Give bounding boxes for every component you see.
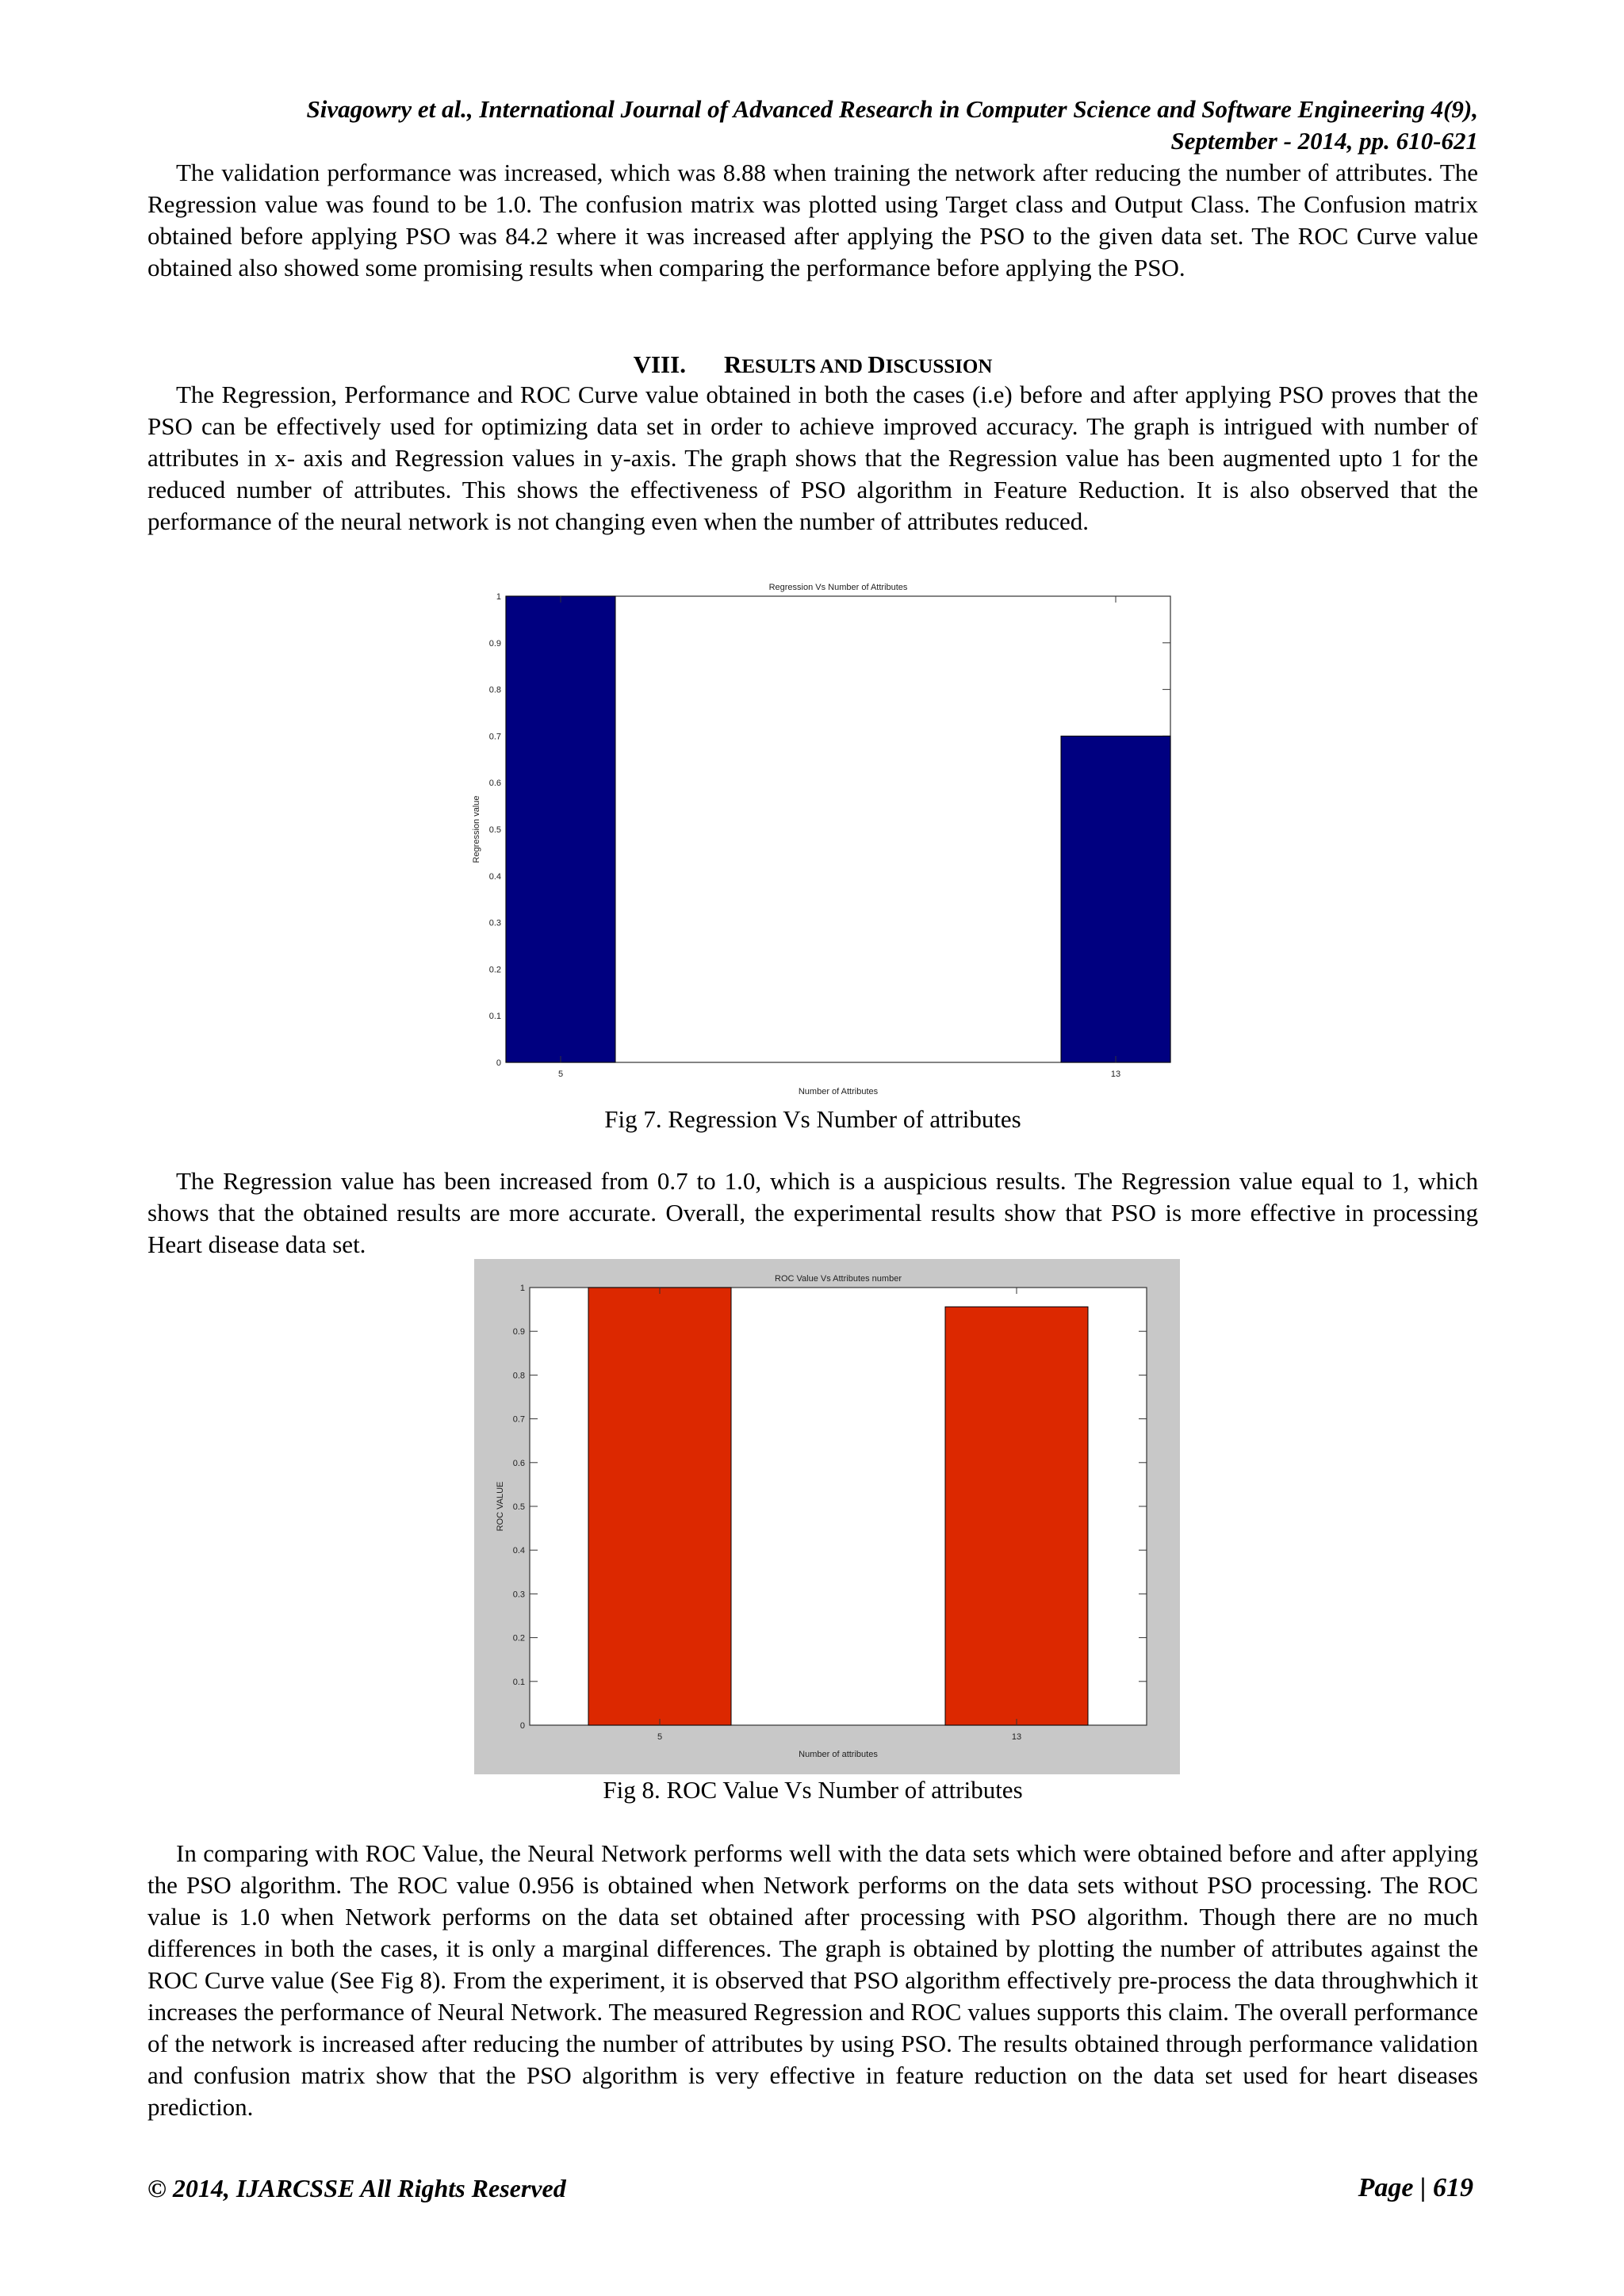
- y-tick-label: 0: [519, 1721, 525, 1731]
- section-title-r-rest: ESULTS AND: [741, 356, 868, 377]
- running-header-line1: Sivagowry et al., International Journal of Advanced Research in Computer Science and Software Engineering 4(9),: [306, 95, 1478, 123]
- y-tick-label: 0.4: [512, 1546, 525, 1556]
- y-tick-label: 0.3: [512, 1590, 525, 1600]
- y-tick-label: 0.2: [488, 965, 501, 975]
- figure-8-chart: [474, 1259, 1180, 1774]
- y-tick-label: 0.7: [488, 732, 501, 742]
- y-axis-label: Regression value: [472, 795, 481, 863]
- y-tick-label: 0.6: [512, 1458, 525, 1468]
- y-axis-label: ROC VALUE: [496, 1481, 505, 1532]
- figure-7-caption: Fig 7. Regression Vs Number of attributes: [604, 1105, 1021, 1133]
- section-heading: [147, 349, 1478, 383]
- y-tick-label: 0.9: [488, 638, 501, 649]
- y-tick-label: 1: [519, 1284, 525, 1293]
- y-tick-label: 0.7: [512, 1414, 525, 1425]
- bar: [588, 1288, 731, 1725]
- y-tick-label: 0.9: [512, 1327, 525, 1337]
- x-tick-label: 5: [657, 1732, 663, 1742]
- y-tick-label: 1: [496, 592, 501, 602]
- bar: [1061, 736, 1170, 1062]
- bar: [945, 1307, 1088, 1725]
- y-tick-label: 0.2: [512, 1633, 525, 1644]
- y-tick-label: 0.4: [488, 871, 501, 882]
- x-tick-label: 5: [557, 1070, 564, 1079]
- paragraph-regression-increase: The Regression value has been increased from 0.7 to 1.0, which is a auspicious results. The Regression value equal to 1, which shows that the obtained results are more accurate. Overall, the experimental results show that PSO is more effective in processing Heart disease data set.: [147, 1167, 1478, 1258]
- x-tick-label: 13: [1110, 1070, 1121, 1079]
- footer-page-number: Page | 619: [1358, 2173, 1473, 2202]
- figure-7-chart: [468, 572, 1182, 1102]
- x-axis-label: Number of attributes: [799, 1750, 878, 1759]
- footer-copyright: © 2014, IJARCSSE All Rights Reserved: [147, 2174, 566, 2202]
- section-number: VIII.: [633, 350, 686, 378]
- chart-title: Regression Vs Number of Attributes: [768, 583, 908, 592]
- figure-8-caption: Fig 8. ROC Value Vs Number of attributes: [603, 1776, 1023, 1804]
- bar: [506, 596, 615, 1062]
- section-title-d-rest: ISCUSSION: [885, 356, 993, 377]
- x-tick-label: 13: [1011, 1732, 1022, 1742]
- x-axis-label: Number of Attributes: [798, 1087, 879, 1096]
- y-tick-label: 0.8: [488, 685, 501, 695]
- paragraph-results: The Regression, Performance and ROC Curve value obtained in both the cases (i.e) before and after applying PSO proves that the PSO can be effectively used for optimizing data set in order to achieve improved accuracy. The graph is intrigued with number of attributes in x- axis and Regression values in y-axis. The graph shows that the Regression value has been augmented upto 1 for the reduced number of attributes. This shows the effectiveness of PSO algorithm in Feature Reduction. It is also observed that the performance of the neural network is not changing even when the number of attributes reduced.: [147, 381, 1478, 535]
- running-header-line2: September - 2014, pp. 610-621: [1170, 127, 1478, 155]
- y-tick-label: 0.1: [488, 1012, 501, 1022]
- section-title-d: D: [868, 350, 886, 378]
- paragraph-roc-comparison: In comparing with ROC Value, the Neural Network performs well with the data sets which were obtained before and after applying the PSO algorithm. The ROC value 0.956 is obtained when Network performs on the data sets without PSO processing. The ROC value is 1.0 when Network performs on the data set obtained after processing with PSO algorithm. Though there are no much differences in both the cases, it is only a marginal differences. The graph is obtained by plotting the number of attributes against the ROC Curve value (See Fig 8). From the experiment, it is observed that PSO algorithm effectively pre-process the data throughwhich it increases the performance of Neural Network. The measured Regression and ROC values supports this claim. The overall performance of the network is increased after reducing the number of attributes by using PSO. The results obtained through performance validation and confusion matrix show that the PSO algorithm is very effective in feature reduction on the data set used for heart diseases prediction.: [147, 1839, 1478, 2121]
- y-tick-label: 0.3: [488, 918, 501, 928]
- y-tick-label: 0.1: [512, 1677, 525, 1687]
- chart-title: ROC Value Vs Attributes number: [775, 1274, 902, 1284]
- y-tick-label: 0.6: [488, 779, 501, 789]
- y-tick-label: 0.5: [488, 825, 501, 835]
- paragraph-validation: The validation performance was increased, which was 8.88 when training the network after reducing the number of attributes. The Regression value was found to be 1.0. The confusion matrix was plotted using Target class and Output Class. The Confusion matrix obtained before applying PSO was 84.2 where it was increased after applying the PSO to the given data set. The ROC Curve value obtained also showed some promising results when comparing the performance before applying the PSO.: [147, 159, 1478, 281]
- y-tick-label: 0.8: [512, 1371, 525, 1381]
- section-title-r: R: [723, 350, 742, 378]
- y-tick-label: 0.5: [512, 1502, 525, 1512]
- y-tick-label: 0: [496, 1058, 501, 1068]
